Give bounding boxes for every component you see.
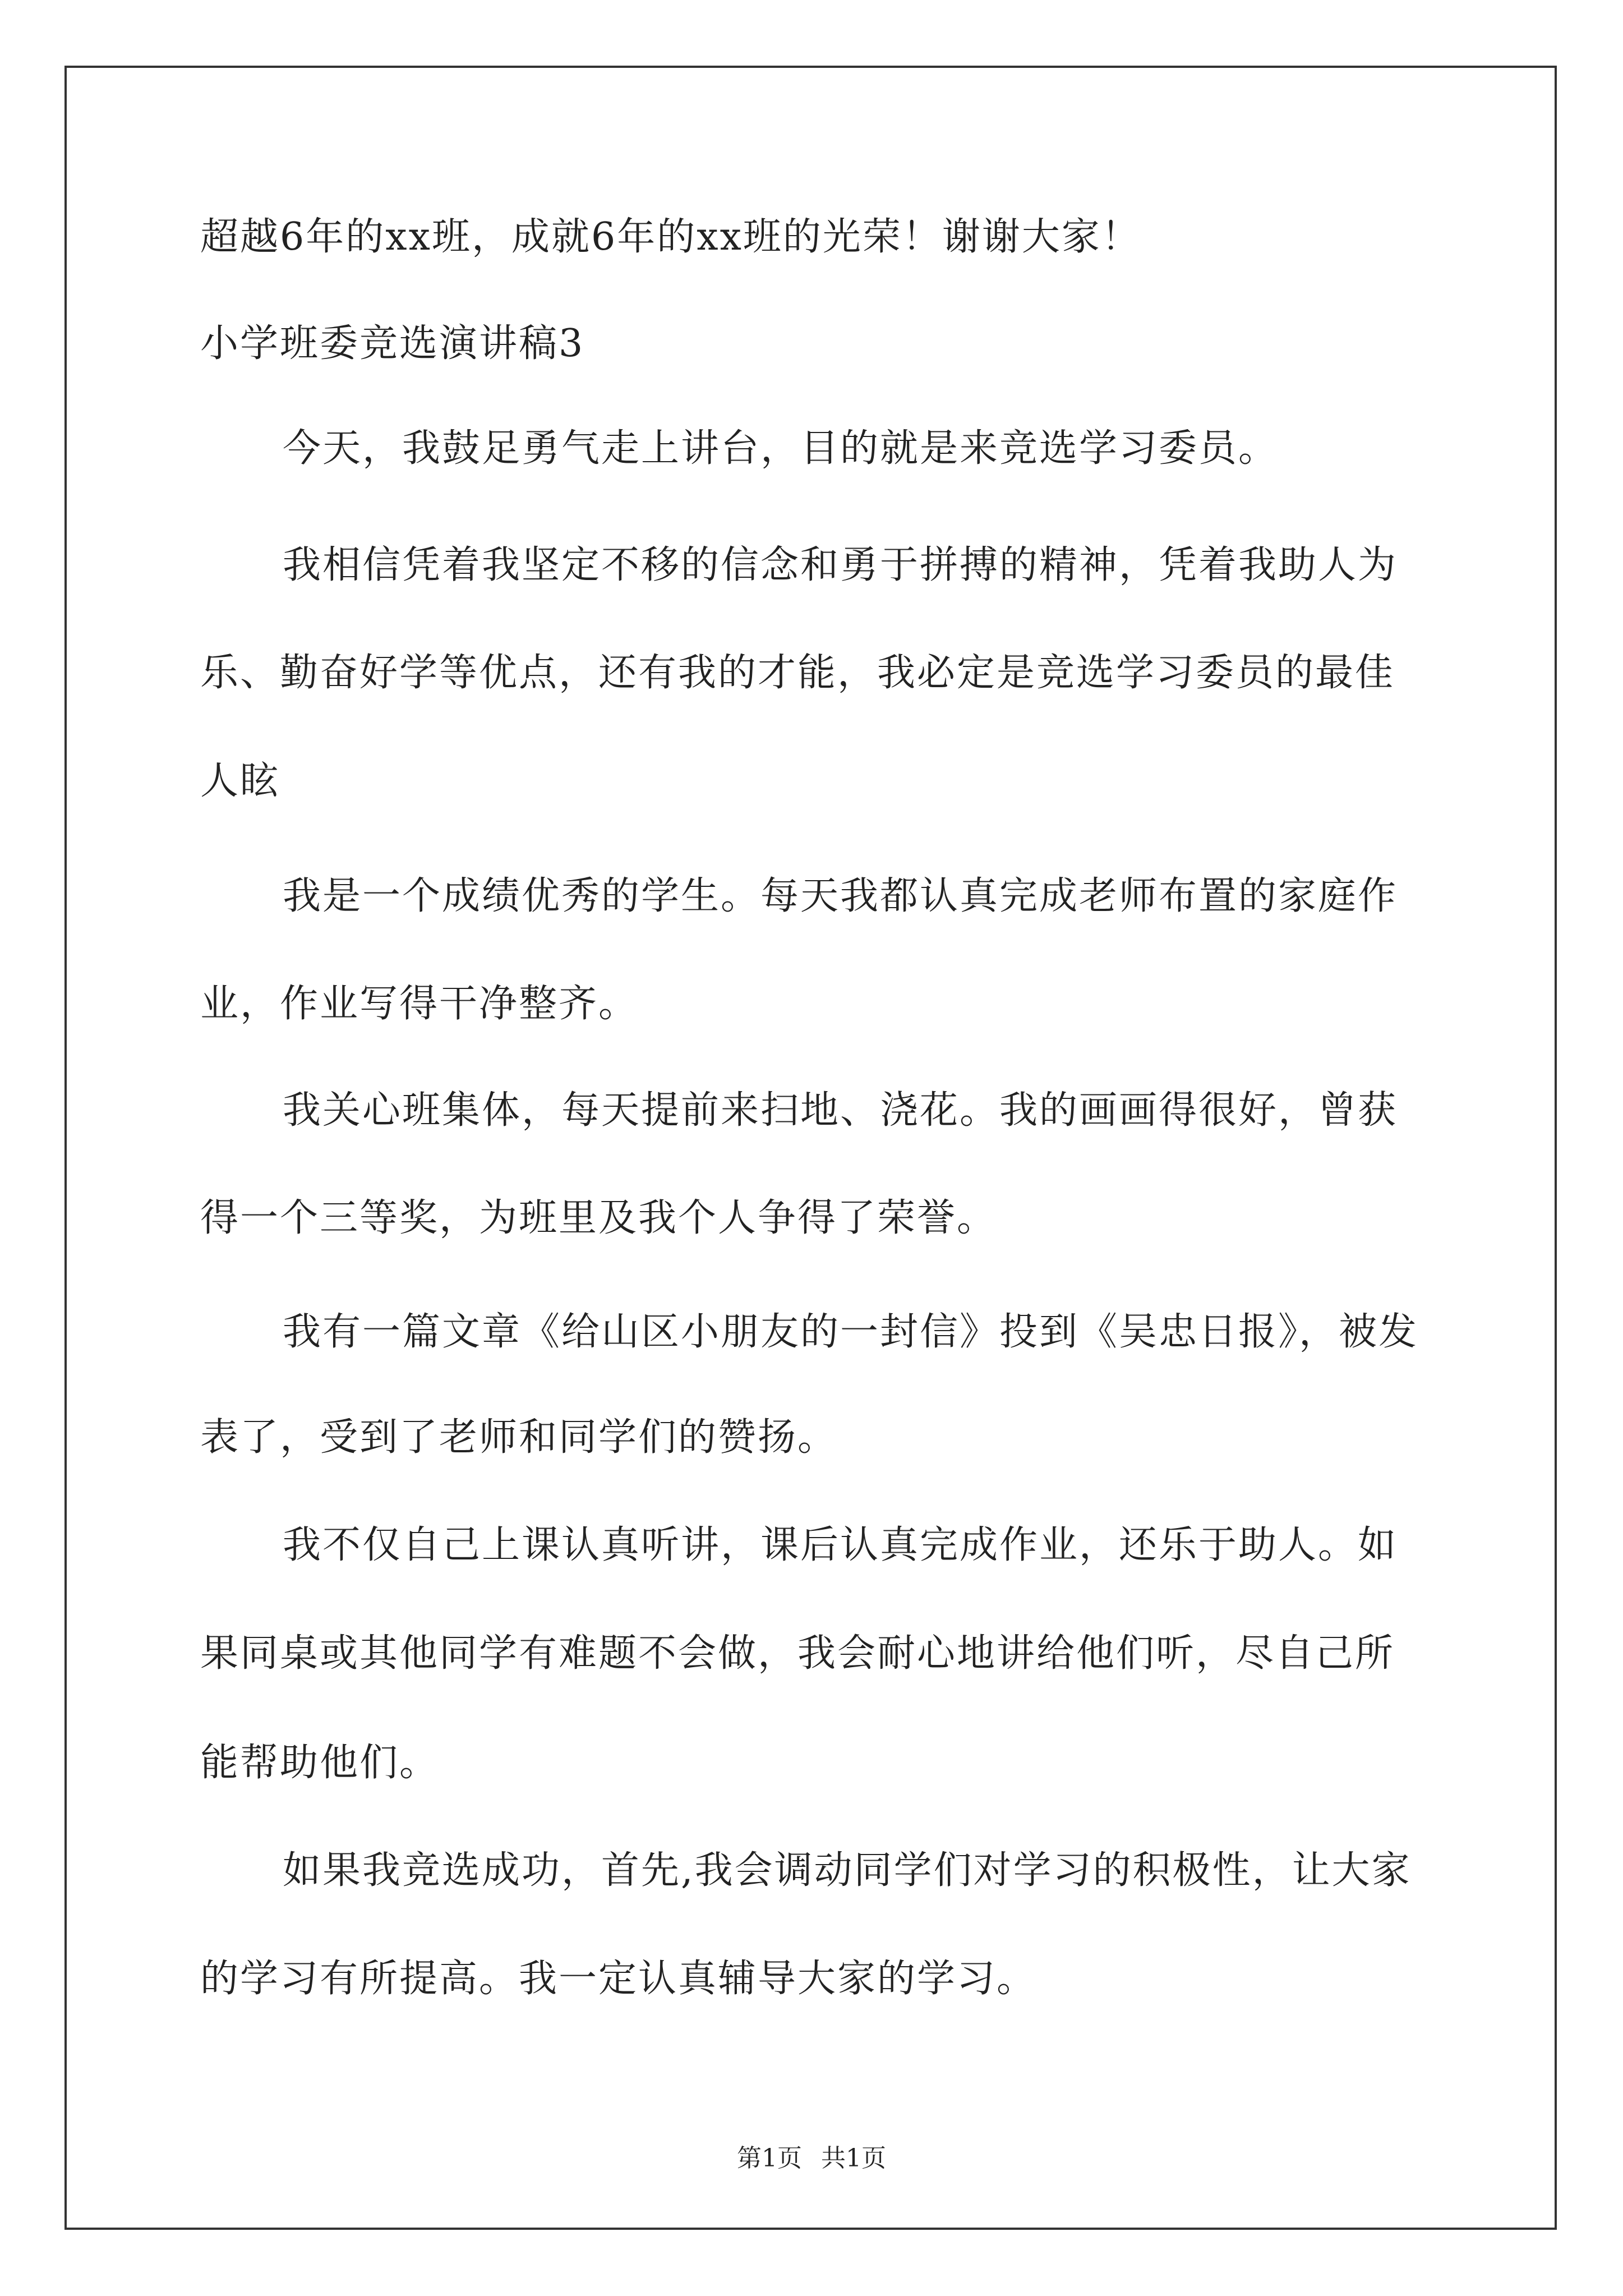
- page-footer: [0, 2142, 1623, 2175]
- paragraph-line: 我相信凭着我坚定不移的信念和勇于拼搏的精神，凭着我助人为: [283, 543, 1398, 587]
- paragraph-line: 我不仅自己上课认真听讲，课后认真完成作业，还乐于助人。如: [283, 1523, 1398, 1567]
- paragraph-line: 我关心班集体，每天提前来扫地、浇花。我的画画得很好，曾获: [283, 1088, 1398, 1133]
- paragraph-line: 果同桌或其他同学有难题不会做，我会耐心地讲给他们听，尽自己所: [200, 1631, 1395, 1676]
- paragraph-line: 能帮助他们。: [200, 1741, 440, 1785]
- paragraph-line: 我有一篇文章《给山区小朋友的一封信》投到《吴忠日报》，被发: [283, 1310, 1419, 1354]
- paragraph-line: 的学习有所提高。我一定认真辅导大家的学习。: [200, 1957, 1037, 2001]
- paragraph-line: 乐、勤奋好学等优点，还有我的才能，我必定是竞选学习委员的最佳: [200, 651, 1395, 695]
- closing-line: 超越6年的xx班，成就6年的xx班的光荣！谢谢大家！: [200, 215, 1141, 259]
- paragraph-line: 如果我竞选成功，首先,我会调动同学们对学习的积极性，让大家: [283, 1848, 1412, 1893]
- paragraph-line: 表了，受到了老师和同学们的赞扬。: [200, 1415, 838, 1460]
- paragraph-line: 得一个三等奖，为班里及我个人争得了荣誉。: [200, 1196, 997, 1240]
- page-total: 共1页: [821, 2144, 886, 2173]
- paragraph-line: 我是一个成绩优秀的学生。每天我都认真完成老师布置的家庭作: [283, 874, 1398, 918]
- paragraph-line: 今天，我鼓足勇气走上讲台，目的就是来竞选学习委员。: [283, 426, 1279, 471]
- paragraph-line: 人眩: [200, 759, 280, 803]
- paragraph-line: 业，作业写得干净整齐。: [200, 982, 639, 1026]
- page-number: 第1页: [737, 2144, 802, 2173]
- section-heading: 小学班委竞选演讲稿3: [200, 321, 585, 366]
- page-border: [64, 66, 1557, 2230]
